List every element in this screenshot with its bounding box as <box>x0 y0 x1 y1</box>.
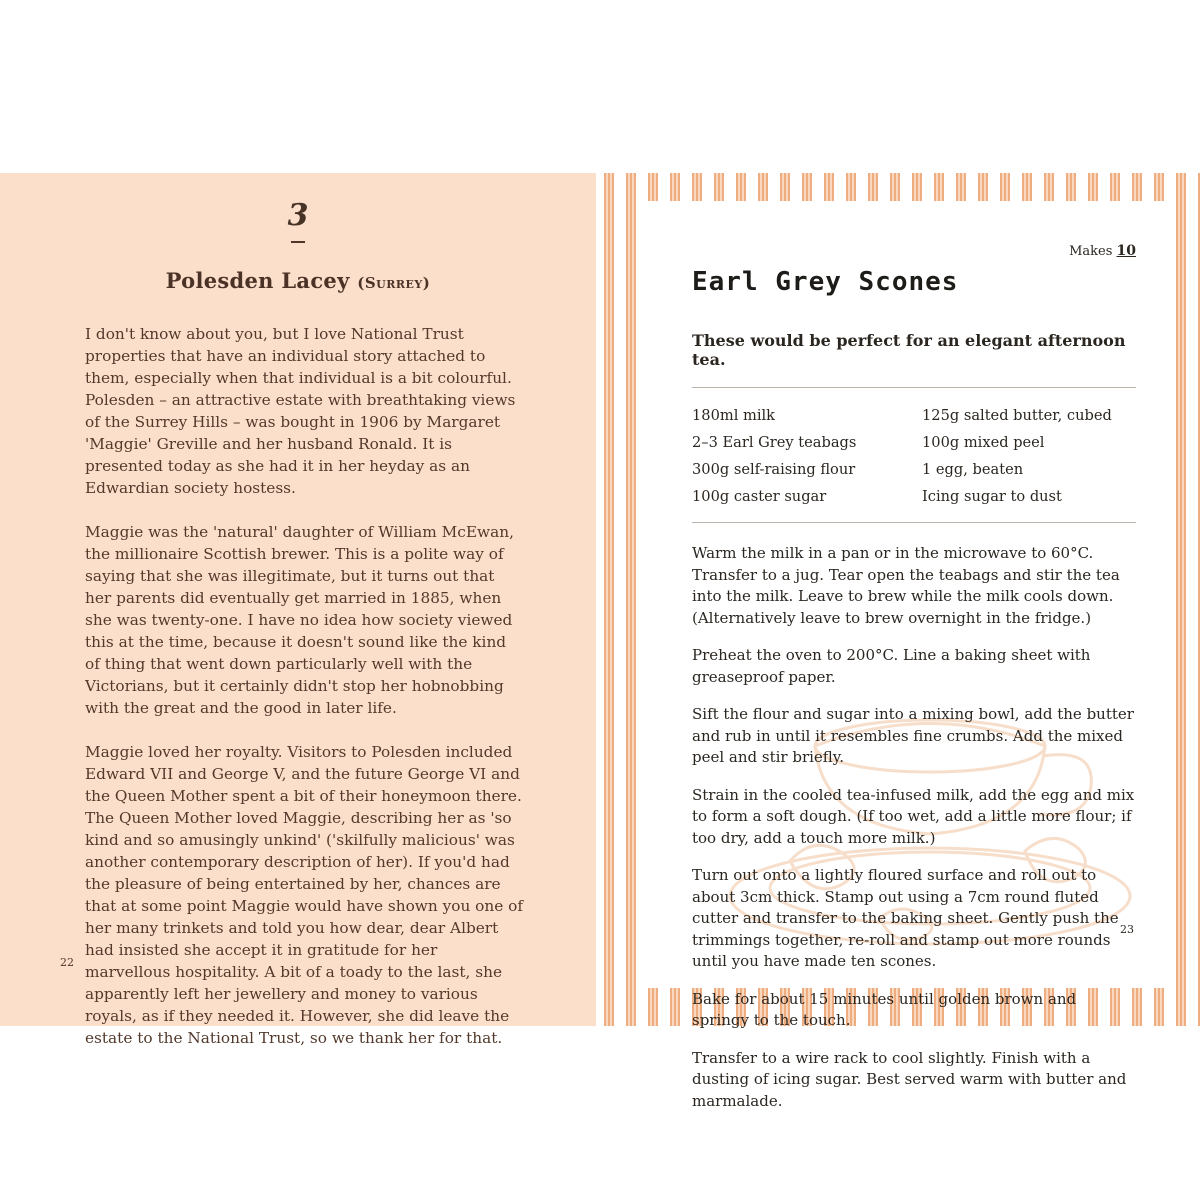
ingredient-item: 125g salted butter, cubed <box>922 407 1112 424</box>
chapter-title <box>0 268 596 293</box>
recipe-method <box>692 543 1136 1112</box>
method-step: Preheat the oven to 200°C. Line a baking sheet with greaseproof paper. <box>692 646 1091 686</box>
page-gutter <box>596 173 604 1026</box>
chapter-number: 3 <box>287 198 309 233</box>
chapter-head <box>0 198 596 243</box>
ingredient-item: Icing sugar to dust <box>922 488 1062 505</box>
ingredients-column-2 <box>922 402 1136 510</box>
ingredient-item: 100g mixed peel <box>922 434 1045 451</box>
method-step: Turn out onto a lightly floured surface and roll out to about 3cm thick. Stamp out using a 7cm round fluted cutter and transfer to the baking sheet. Gently push the trimmings together, re-roll and stamp out more rounds until you have made ten scones. <box>692 866 1119 970</box>
method-step: Bake for about 15 minutes until golden brown and springy to the touch. <box>692 989 1077 1029</box>
page-number-left: 22 <box>60 956 74 969</box>
method-step: Warm the milk in a pan or in the microwave to 60°C. Transfer to a jug. Tear open the teabags and stir the tea into the milk. Leave to brew while the milk cools down. (Alternatively leave to brew overnight in the fridge.) <box>692 544 1120 627</box>
left-page <box>0 173 596 1047</box>
ingredient-item: 300g self-raising flour <box>692 461 856 478</box>
makes-value: 10 <box>1116 243 1136 259</box>
method-step: Transfer to a wire rack to cool slightly. Finish with a dusting of icing sugar. Best served warm with butter and marmalade. <box>692 1048 1127 1110</box>
ingredient-item: 2–3 Earl Grey teabags <box>692 434 857 451</box>
recipe-card <box>640 201 1172 1110</box>
ingredient-item: 1 egg, beaten <box>922 461 1024 478</box>
ingredients-column-1 <box>692 402 922 510</box>
ingredients-list <box>692 388 1136 522</box>
chapter-paragraph: Maggie was the 'natural' daughter of William McEwan, the millionaire Scottish brewer. This is a polite way of saying that she was illegitimate, but it turns out that her parents did eventually get married in 1885, when she was twenty-one. I have no idea how society viewed this at the time, because it doesn't sound like the kind of thing that went down particularly well with the Victorians, but it certainly didn't stop her hobnobbing with the great and the good in later life. <box>85 523 514 717</box>
recipe-title: Earl Grey Scones <box>692 267 959 297</box>
makes-label: Makes <box>1069 244 1113 259</box>
method-step: Sift the flour and sugar into a mixing bowl, add the butter and rub in until it resembles fine crumbs. Add the mixed peel and stir briefly. <box>692 705 1134 766</box>
ingredient-item: 180ml milk <box>692 407 776 424</box>
recipe-intro: These would be perfect for an elegant afternoon tea. <box>692 331 1126 369</box>
chapter-paragraph: I don't know about you, but I love National Trust properties that have an individual story attached to them, especially when that individual is a bit colourful. Polesden – an attractive estate with breathtaking views of the Surrey Hills – was bought in 1906 by Margaret 'Maggie' Greville and her husband Ronald. It is presented today as she had it in her heyday as an Edwardian society hostess. <box>85 325 516 497</box>
chapter-paragraph: Maggie loved her royalty. Visitors to Polesden included Edward VII and George V, and the future George VI and the Queen Mother spent a bit of their honeymoon there. The Queen Mother loved Maggie, describing her as 'so kind and so amusingly unkind' ('skilfully malicious' was another contemporary description of her). If you'd had the pleasure of being entertained by her, chances are that at some point Maggie would have shown you one of her many trinkets and told you how dear, dear Albert had insisted she accept it in gratitude for her marvellous hospitality. A bit of a toady to the last, she apparently left her jewellery and money to various royals, as if they needed it. However, she did leave the estate to the National Trust, so we thank her for that. <box>85 743 524 1047</box>
ingredient-item: 100g caster sugar <box>692 488 827 505</box>
chapter-title-region: (Surrey) <box>357 274 431 292</box>
divider-rule-bottom <box>692 522 1136 523</box>
page-number-right: 23 <box>1120 923 1134 936</box>
chapter-divider <box>291 241 305 243</box>
chapter-body <box>85 323 525 1049</box>
makes-line <box>692 243 1136 259</box>
right-page <box>604 173 1200 1110</box>
chapter-title-main: Polesden Lacey <box>165 268 350 293</box>
method-step: Strain in the cooled tea-infused milk, add the egg and mix to form a soft dough. (If too wet, add a little more flour; if too dry, add a touch more milk.) <box>692 785 1135 847</box>
book-spread <box>0 173 1200 1110</box>
